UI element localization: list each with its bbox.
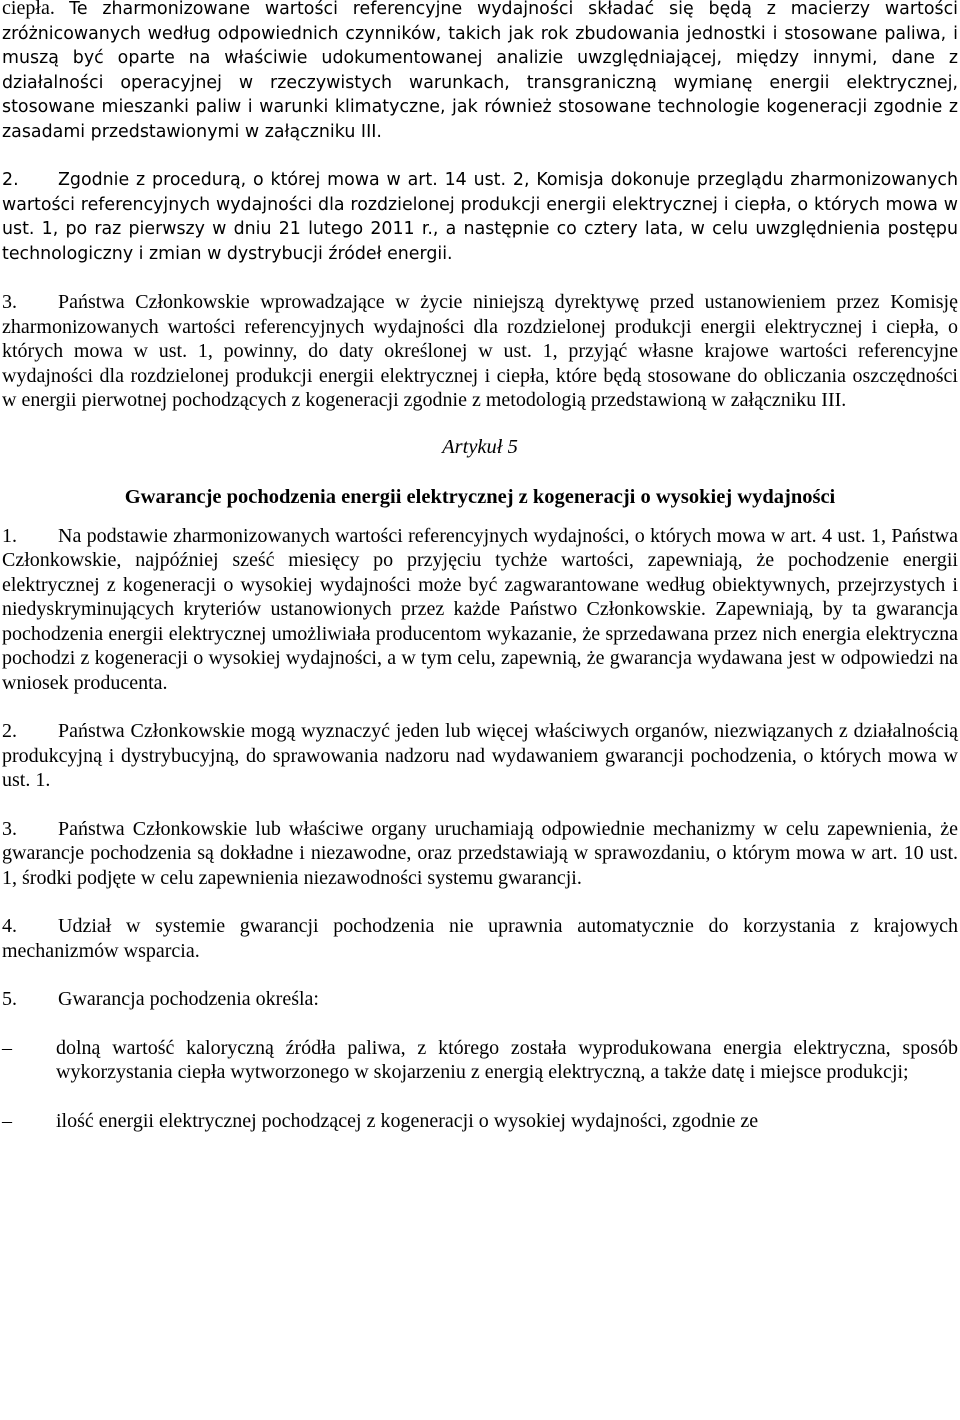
paragraph-3 <box>2 290 958 413</box>
article-title: Gwarancje pochodzenia energii elektrycznej z kogeneracji o wysokiej wydajności <box>124 486 836 508</box>
paragraph-2-number: 2. <box>2 170 19 190</box>
intro-text: Te zharmonizowane wartości referencyjne wydajności składać się będą z macierzy wartości zróżnicowanych według odpowiednich czynników, takich jak rok zbudowania jednostki i stosowane paliwa, i muszą być oparte na właściwie udokumentowanej analizie uwzględniającej, między innymi, dane z działalności operacyjnej w rzeczywistych warunkach, transgraniczną wymianę energii elektrycznej, stosowane mieszanki paliw i warunki klimatyczne, jak również stosowane technologie kogeneracji zgodnie z zasadami przedstawionymi w załączniku III. <box>2 0 959 142</box>
dash-item-2-text: ilość energii elektrycznej pochodzącej z kogeneracji o wysokiej wydajności, zgodnie ze <box>56 1109 759 1132</box>
paragraph-3-text: Państwa Członkowskie wprowadzające w życie niniejszą dyrektywę przed ustanowieniem przez Komisję zharmonizowanych wartości referencyjnych wydajności dla rozdzielonej produkcji energii elektrycznej i ciepła, o których mowa w ust. 1, powinny, do daty określonej w ust. 1, przyjąć własne krajowe wartości referencyjne wydajności dla rozdzielonej produkcji energii elektrycznej i ciepła, które będą stosowane do obliczania oszczędności w energii pierwotnej pochodzących z kogeneracji zgodnie z metodologią przedstawioną w załączniku III. <box>2 291 958 411</box>
article-item-4-text: Udział w systemie gwarancji pochodzenia nie uprawnia automatycznie do korzystania z krajowych mechanizmów wsparcia. <box>2 915 958 962</box>
paragraph-3-number: 3. <box>2 291 17 313</box>
dash-item-1-text: dolną wartość kaloryczną źródła paliwa, z którego została wyprodukowana energia elektryczna, sposób wykorzystania ciepła wytworzonego w skojarzeniu z energią elektryczną, a także datę i miejsce produkcji; <box>56 1036 958 1083</box>
paragraph-2 <box>2 168 958 266</box>
article-item-2 <box>2 719 958 793</box>
dash-marker: – <box>2 1109 12 1132</box>
article-item-3-number: 3. <box>2 817 17 840</box>
dash-item-1 <box>2 1036 958 1085</box>
paragraph-2-text: Zgodnie z procedurą, o której mowa w art. 14 ust. 2, Komisja dokonuje przeglądu zharmonizowanych wartości referencyjnych wydajności dla rozdzielonej produkcji energii elektrycznej i ciepła, o których mowa w ust. 1, po raz pierwszy w dniu 21 lutego 2011 r., a następnie co cztery lata, w celu uwzględnienia postępu technologiczny i zmian w dystrybucji źródeł energii. <box>2 170 958 264</box>
article-item-1 <box>2 524 958 696</box>
article-item-2-number: 2. <box>2 720 17 742</box>
article-item-4-number: 4. <box>2 915 17 937</box>
article-item-5-number: 5. <box>2 988 17 1010</box>
article-item-4 <box>2 914 958 963</box>
article-item-5-text: Gwarancja pochodzenia określa: <box>58 988 319 1010</box>
article-label: Artykuł 5 <box>442 435 518 458</box>
article-item-2-text: Państwa Członkowskie mogą wyznaczyć jeden lub więcej właściwych organów, niezwiązanych z działalnością produkcyjną i dystrybucyjną, do sprawowania nadzoru nad wydawaniem gwarancji pochodzenia, o których mowa w ust. 1. <box>2 720 958 791</box>
article-item-5 <box>2 987 958 1012</box>
article-item-1-text: Na podstawie zharmonizowanych wartości referencyjnych wydajności, o których mowa w art. 4 ust. 1, Państwa Członkowskie, najpóźniej sześć miesięcy po przyjęciu tychże wartości, zapewniają, że pochodzenie energii elektrycznej z kogeneracji o wysokiej wydajności może być zagwarantowane według obiektywnych, przejrzystych i niedyskryminujących kryteriów ustanowionych przez każde Państwo Członkowskie. Zapewniają, by ta gwarancja pochodzenia energii elektrycznej umożliwiała producentom wykazanie, że sprzedawana przez nich energia elektryczna pochodzi z kogeneracji o wysokiej wydajności, a w tym celu, zapewnią, że gwarancja wydawana jest w odpowiedzi na wniosek producenta. <box>2 524 958 694</box>
dash-item-2 <box>2 1109 958 1134</box>
intro-paragraph <box>2 0 958 144</box>
article-item-1-number: 1. <box>2 524 17 547</box>
article-item-3-text: Państwa Członkowskie lub właściwe organy uruchamiają odpowiednie mechanizmy w celu zapewnienia, że gwarancje pochodzenia są dokładne i niezawodne, oraz przedstawiają w sprawozdaniu, o którym mowa w art. 10 ust. 1, środki podjęte w celu zapewnienia niezawodności systemu gwarancji. <box>2 817 958 889</box>
dash-marker: – <box>2 1036 12 1059</box>
intro-lead: ciepła. <box>2 0 70 19</box>
article-item-3 <box>2 817 958 891</box>
